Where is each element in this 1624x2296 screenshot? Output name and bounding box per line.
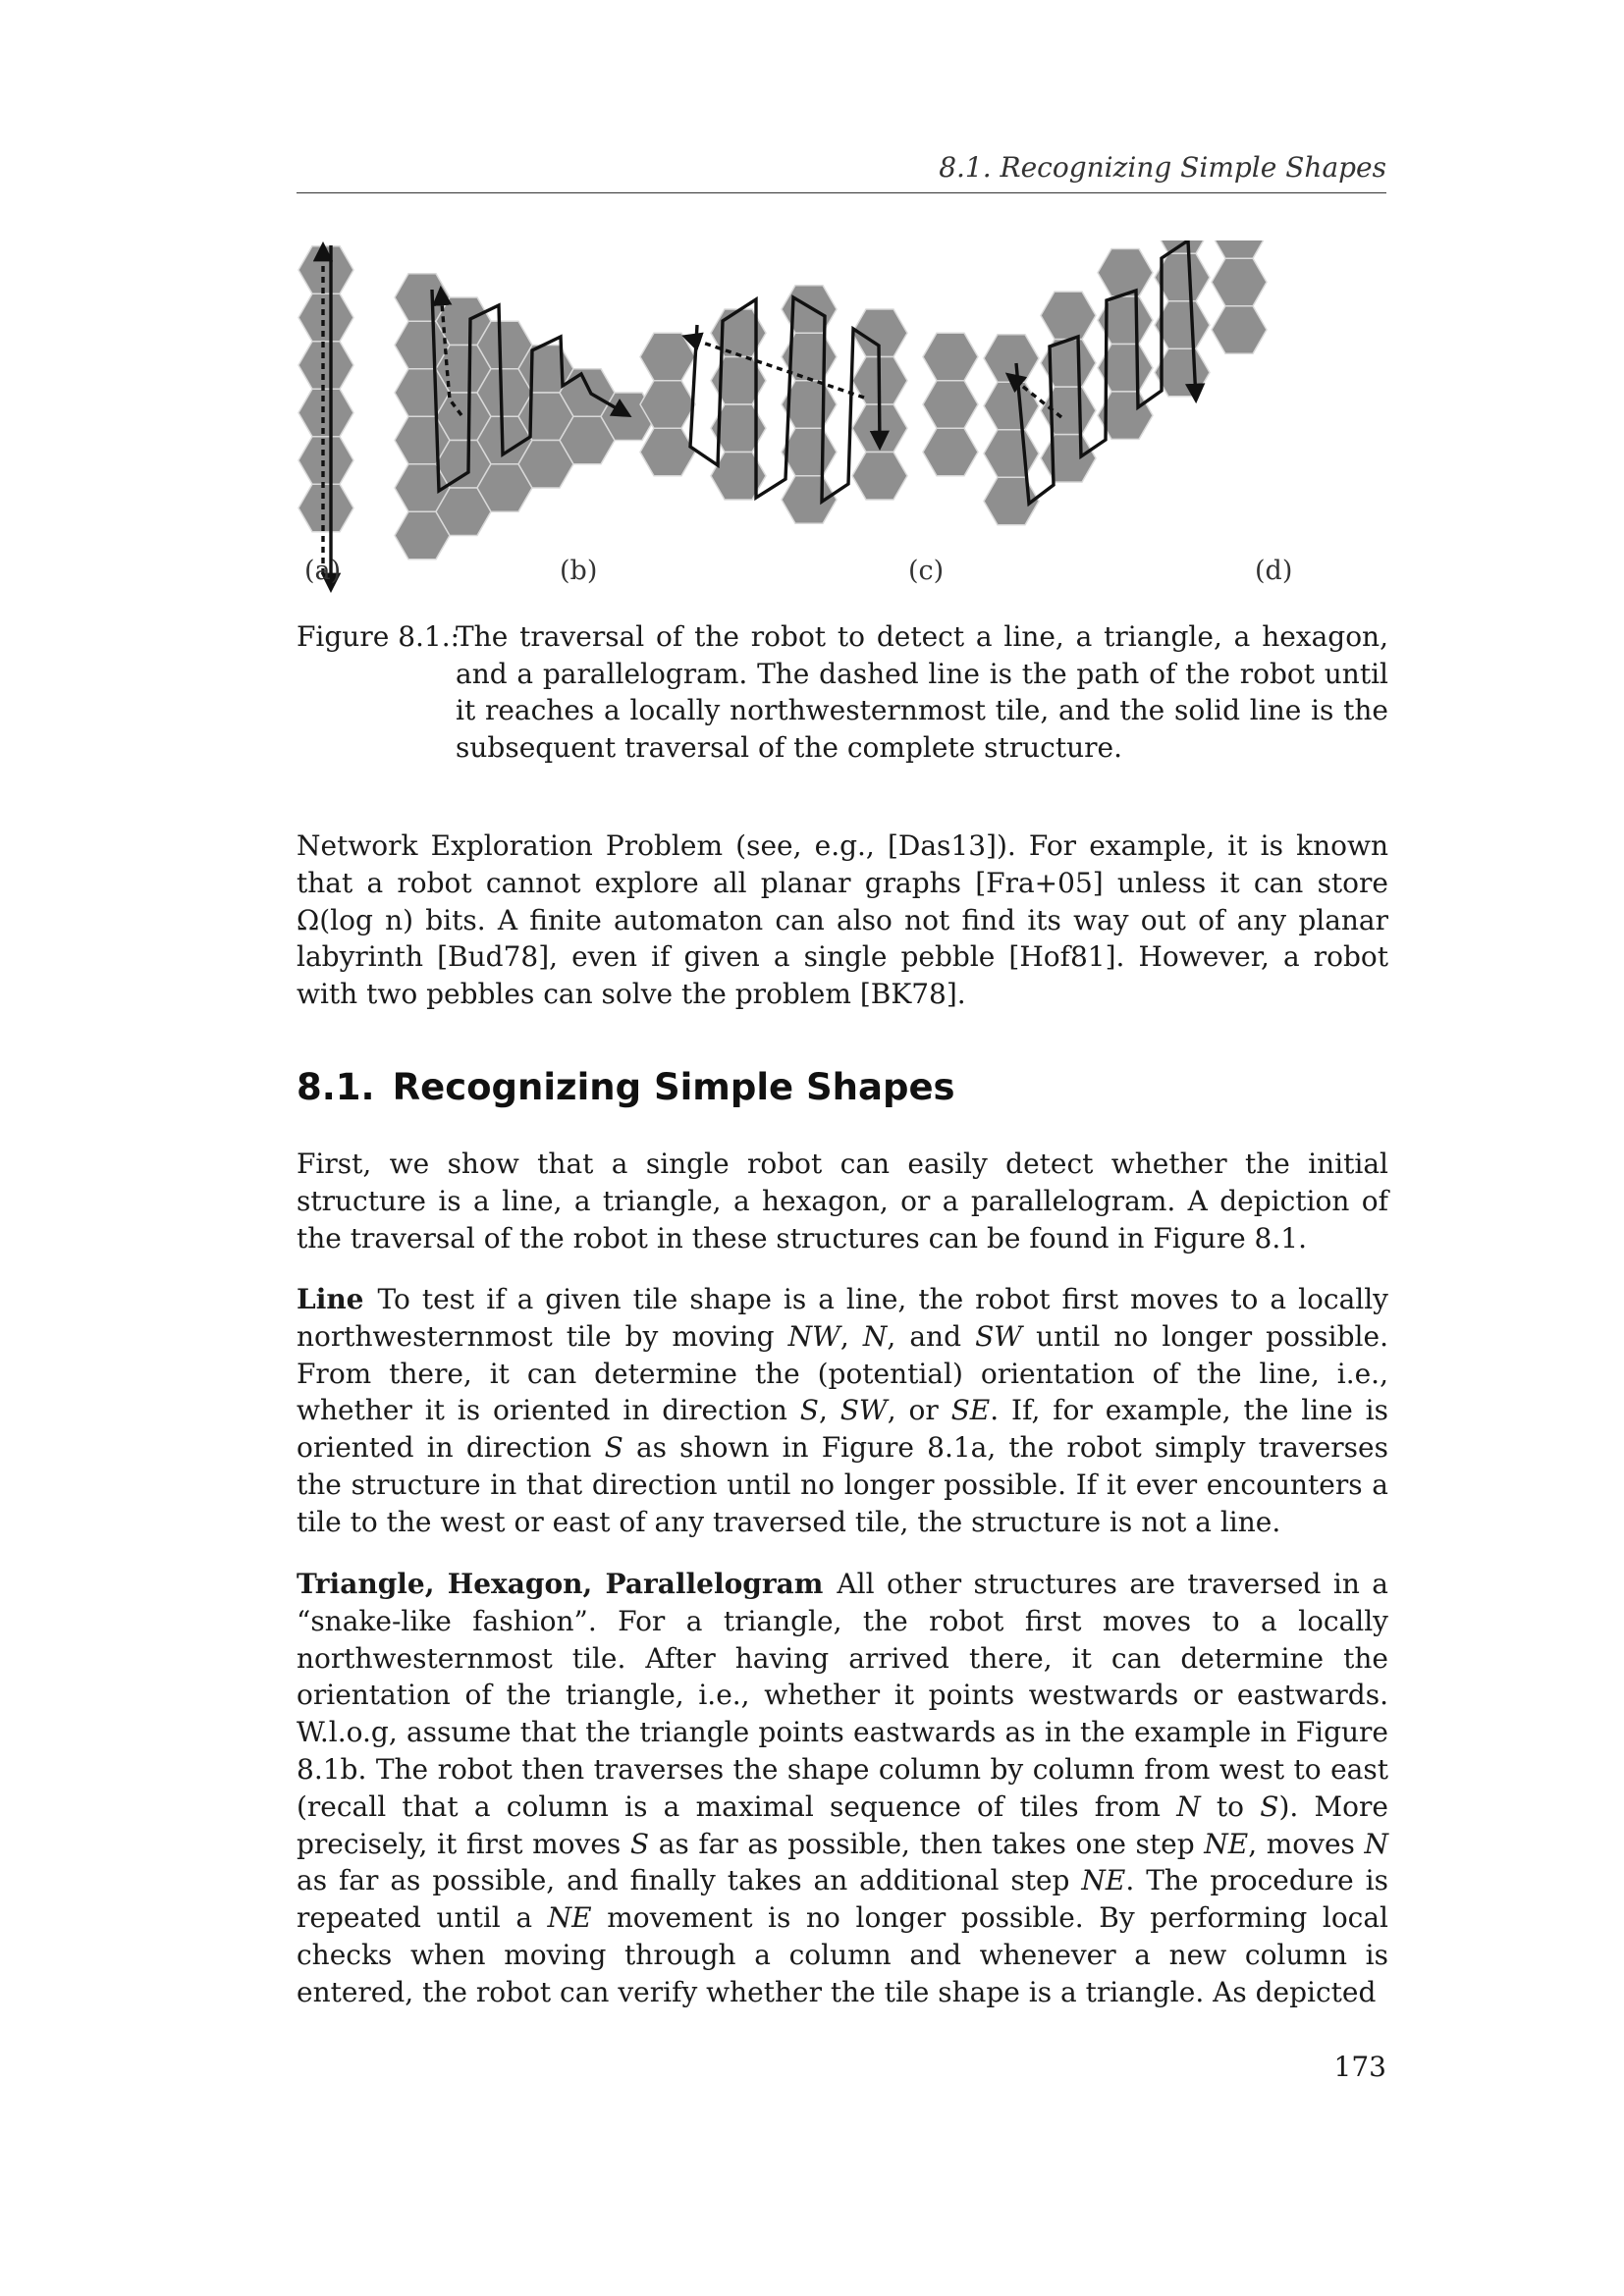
hex-tile	[298, 389, 353, 437]
hex-tile	[923, 428, 978, 476]
hex-tile	[1098, 249, 1153, 297]
hex-tile	[782, 476, 837, 524]
hex-tile	[1212, 258, 1267, 306]
sublabel-a: (a)	[304, 556, 342, 586]
triangle-heading: Triangle, Hexagon, Parallelogram	[297, 1568, 824, 1600]
hex-tile	[1041, 292, 1096, 340]
section-title: Recognizing Simple Shapes	[392, 1066, 955, 1108]
hex-tile	[984, 382, 1039, 430]
path-c-dashed	[685, 337, 864, 398]
hex-tile	[1041, 387, 1096, 435]
hex-tile	[298, 246, 353, 294]
sublabel-c: (c)	[908, 556, 945, 586]
hex-tile	[298, 294, 353, 342]
triangle-paragraph: Triangle, Hexagon, Parallelogram All other structures are traversed in a “snake-like fashion”. For a triangle, the robot first moves to a locally northwesternmost tile. After having arrived there, it can determine the orientation of the triangle, i.e., whether it points westwards or eastwards. W.l.o.g, assume that the triangle points eastwards as in the example in Figure 8.1b. The robot then traverses the shape column by column from west to east (recall that a column is a maximal sequence of tiles from N to S). More precisely, it first moves S as far as possible, then takes one step NE, moves N as far as possible, and finally takes an additional step NE. The procedure is repeated until a NE movement is no longer possible. By performing local checks when moving through a column and whenever a new column is entered, the robot can verify whether the tile shape is a triangle. As depicted	[297, 1568, 1389, 2008]
hex-tile	[298, 484, 353, 532]
section-intro-paragraph: First, we show that a single robot can easily detect whether the initial structure is a line, a triangle, a hexagon, or a parallelogram. A depiction of the traversal of the robot in these structures can be found in Figure 8.1.	[297, 1148, 1388, 1255]
hex-tile	[1212, 240, 1267, 258]
hex-tile	[782, 286, 837, 333]
hex-tile	[984, 335, 1039, 382]
line-paragraph: Line To test if a given tile shape is a line, the robot first moves to a locally northwesternmost tile by moving NW, N, and SW until no longer possible. From there, it can determine the (potential) orientation of the line, i.e., whether it is oriented in direction S, SW, or SE. If, for example, the line is oriented in direction S as shown in Figure 8.1a, the robot simply traverses the structure in that direction until no longer possible. If it ever encounters a tile to the west or east of any traversed tile, the structure is not a line.	[297, 1283, 1388, 1538]
hex-tile	[923, 333, 978, 381]
section-heading	[297, 1066, 955, 1108]
hex-tile	[852, 453, 907, 501]
running-title: 8.1. Recognizing Simple Shapes	[939, 151, 1386, 184]
sublabel-b: (b)	[560, 556, 598, 586]
hexagon-tiles	[298, 240, 1267, 560]
hex-tile	[1212, 306, 1267, 354]
sublabel-d: (d)	[1255, 556, 1293, 586]
hex-tile	[1041, 435, 1096, 483]
hex-tile	[298, 342, 353, 390]
hex-tile	[984, 430, 1039, 478]
hex-tile	[782, 428, 837, 476]
section-number: 8.1.	[297, 1066, 375, 1108]
caption-text: The traversal of the robot to detect a line, a triangle, a hexagon, and a parallelogram. The dashed line is the path of the robot until it reaches a locally northwesternmost tile, and the solid line is the subsequent traversal of the complete structure.	[456, 620, 1388, 764]
figure-8-1	[285, 240, 1404, 623]
hex-tile	[298, 437, 353, 485]
hex-tile	[640, 428, 695, 476]
hex-tile	[640, 333, 695, 381]
line-heading: Line	[297, 1283, 364, 1315]
math-omega-log-n: Ω(log n)	[297, 903, 414, 936]
running-header	[297, 147, 1386, 193]
caption-label: Figure 8.1.:	[297, 620, 460, 653]
hex-tile	[923, 381, 978, 429]
page-number: 173	[1333, 2051, 1386, 2083]
figure-caption	[297, 618, 1388, 766]
intro-paragraph: Network Exploration Problem (see, e.g., [Das13]). For example, it is known that a robot cannot explore all planar graphs [Fra+05] unless it can store Ω(log n) bits. A finite automaton can also not find its way out of any planar labyrinth [Bud78], even if given a single pebble [Hof81]. However, a robot with two pebbles can solve the problem [BK78].	[297, 829, 1389, 1011]
